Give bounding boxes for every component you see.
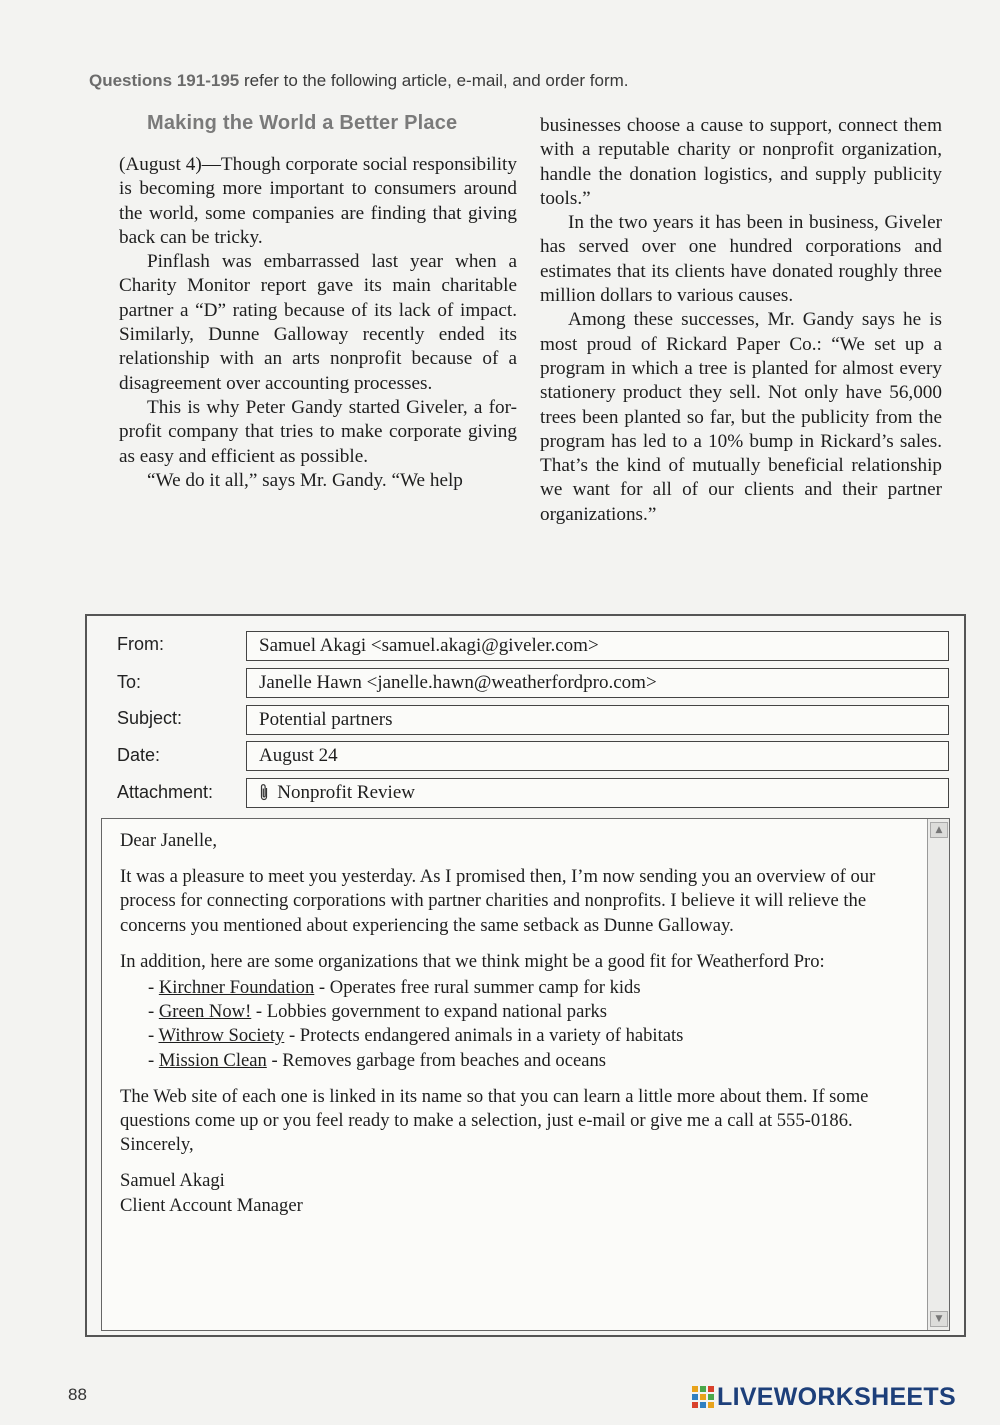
email-scrollbar[interactable] bbox=[927, 819, 949, 1330]
email-window bbox=[85, 614, 966, 1337]
page-number: 88 bbox=[68, 1385, 87, 1404]
article-paragraph: In the two years it has been in business, Giveler has served over one hundred corporations and estimates that its clients have donated roughly three million dollars to various causes. bbox=[540, 212, 942, 307]
org-link-withrow[interactable]: Withrow Society bbox=[158, 1025, 285, 1047]
list-item: - Kirchner Foundation - Operates free rural summer camp for kids bbox=[148, 977, 641, 999]
article-paragraph: Among these successes, Mr. Gandy says he is most proud of Rickard Paper Co.: “We set up a program in which a tree is planted for almost every stationery product they sell. Not only have 56,000 trees been planted so far, but the publicity from the program has led to a 10% bump in Rickard’s sales. That’s the kind of mutually beneficial relationship we want for all of our clients and their partner organizations.” bbox=[540, 309, 942, 525]
org-link-mission-clean[interactable]: Mission Clean bbox=[158, 1049, 267, 1071]
email-paragraph: It was a pleasure to meet you yesterday. As I promised then, I’m now sending you an overview of our process for connecting corporations with partner charities and nonprofits. I believe it will relieve the concerns you mentioned about experiencing the same setback as Dunne Galloway. bbox=[120, 866, 876, 936]
attachment-field[interactable] bbox=[246, 778, 949, 808]
organization-list bbox=[120, 976, 925, 1073]
email-greeting: Dear Janelle, bbox=[120, 830, 218, 851]
email-closing: Sincerely, bbox=[120, 1134, 194, 1156]
subject-field[interactable]: Potential partners bbox=[246, 705, 949, 735]
scroll-down-icon[interactable]: ▼ bbox=[930, 1311, 948, 1327]
org-description: Operates free rural summer camp for kids bbox=[329, 977, 641, 999]
article-right-column bbox=[540, 114, 942, 527]
email-paragraph: The Web site of each one is linked in its name so that you can learn a little more about them. If some questions come up or you feel ready to make a selection, just e-mail or give me a call at 555-0186. bbox=[120, 1085, 869, 1132]
org-link-kirchner[interactable]: Kirchner Foundation bbox=[158, 977, 315, 999]
article-paragraph: Pinflash was embarrassed last year when a Charity Monitor report gave its main charitable partner a “D” rating because of its lack of impact. Similarly, Dunne Galloway recently ended its relationship with an arts nonprofit because of a disagreement over accounting processes. bbox=[119, 251, 517, 394]
list-item: - Mission Clean - Removes garbage from beaches and oceans bbox=[148, 1049, 606, 1071]
date-field[interactable]: August 24 bbox=[246, 741, 949, 771]
article-paragraph: businesses choose a cause to support, connect them with a reputable charity or nonprofit organization, handle the donation logistics, and supply publicity tools.” bbox=[540, 115, 942, 209]
signature-name: Samuel Akagi bbox=[120, 1170, 225, 1192]
attachment-name[interactable]: Nonprofit Review bbox=[277, 782, 415, 803]
paperclip-icon bbox=[259, 783, 274, 802]
from-field[interactable]: Samuel Akagi <samuel.akagi@giveler.com> bbox=[246, 631, 949, 661]
to-field[interactable]: Janelle Hawn <janelle.hawn@weatherfordpro.com> bbox=[246, 668, 949, 698]
to-label: To: bbox=[117, 672, 142, 692]
org-description: Removes garbage from beaches and oceans bbox=[282, 1049, 606, 1071]
email-paragraph: In addition, here are some organizations that we think might be a good fit for Weatherford Pro: bbox=[120, 950, 825, 972]
org-link-green-now[interactable]: Green Now! bbox=[158, 1001, 252, 1023]
list-item: - Withrow Society - Protects endangered animals in a variety of habitats bbox=[148, 1025, 684, 1047]
article-paragraph: This is why Peter Gandy started Giveler, a for-profit company that tries to make corporate giving as easy and efficient as possible. bbox=[119, 396, 517, 467]
email-body bbox=[101, 818, 950, 1331]
email-body-text bbox=[120, 829, 925, 1230]
scroll-up-icon[interactable]: ▲ bbox=[930, 822, 948, 838]
liveworksheets-logo-icon bbox=[692, 1386, 714, 1408]
article-paragraph: “We do it all,” says Mr. Gandy. “We help bbox=[147, 469, 463, 491]
org-description: Protects endangered animals in a variety of habitats bbox=[299, 1025, 684, 1047]
article-title: Making the World a Better Place bbox=[147, 112, 458, 134]
date-label: Date: bbox=[117, 745, 161, 765]
article-left-column bbox=[119, 153, 517, 493]
brand-name: LIVEWORKSHEETS bbox=[717, 1383, 956, 1411]
signature-title: Client Account Manager bbox=[120, 1194, 303, 1216]
org-description: Lobbies government to expand national parks bbox=[266, 1001, 608, 1023]
questions-range: Questions 191-195 bbox=[89, 71, 240, 90]
brand-logo[interactable] bbox=[692, 1383, 956, 1412]
list-item: - Green Now! - Lobbies government to expand national parks bbox=[148, 1001, 608, 1023]
intro-line bbox=[89, 71, 629, 91]
intro-text: refer to the following article, e-mail, and order form. bbox=[243, 71, 629, 90]
article-paragraph: (August 4)—Though corporate social responsibility is becoming more important to consumers around the world, some companies are finding that giving back can be tricky. bbox=[119, 154, 517, 248]
attachment-label: Attachment: bbox=[117, 782, 214, 802]
subject-label: Subject: bbox=[117, 708, 183, 728]
from-label: From: bbox=[117, 634, 164, 654]
